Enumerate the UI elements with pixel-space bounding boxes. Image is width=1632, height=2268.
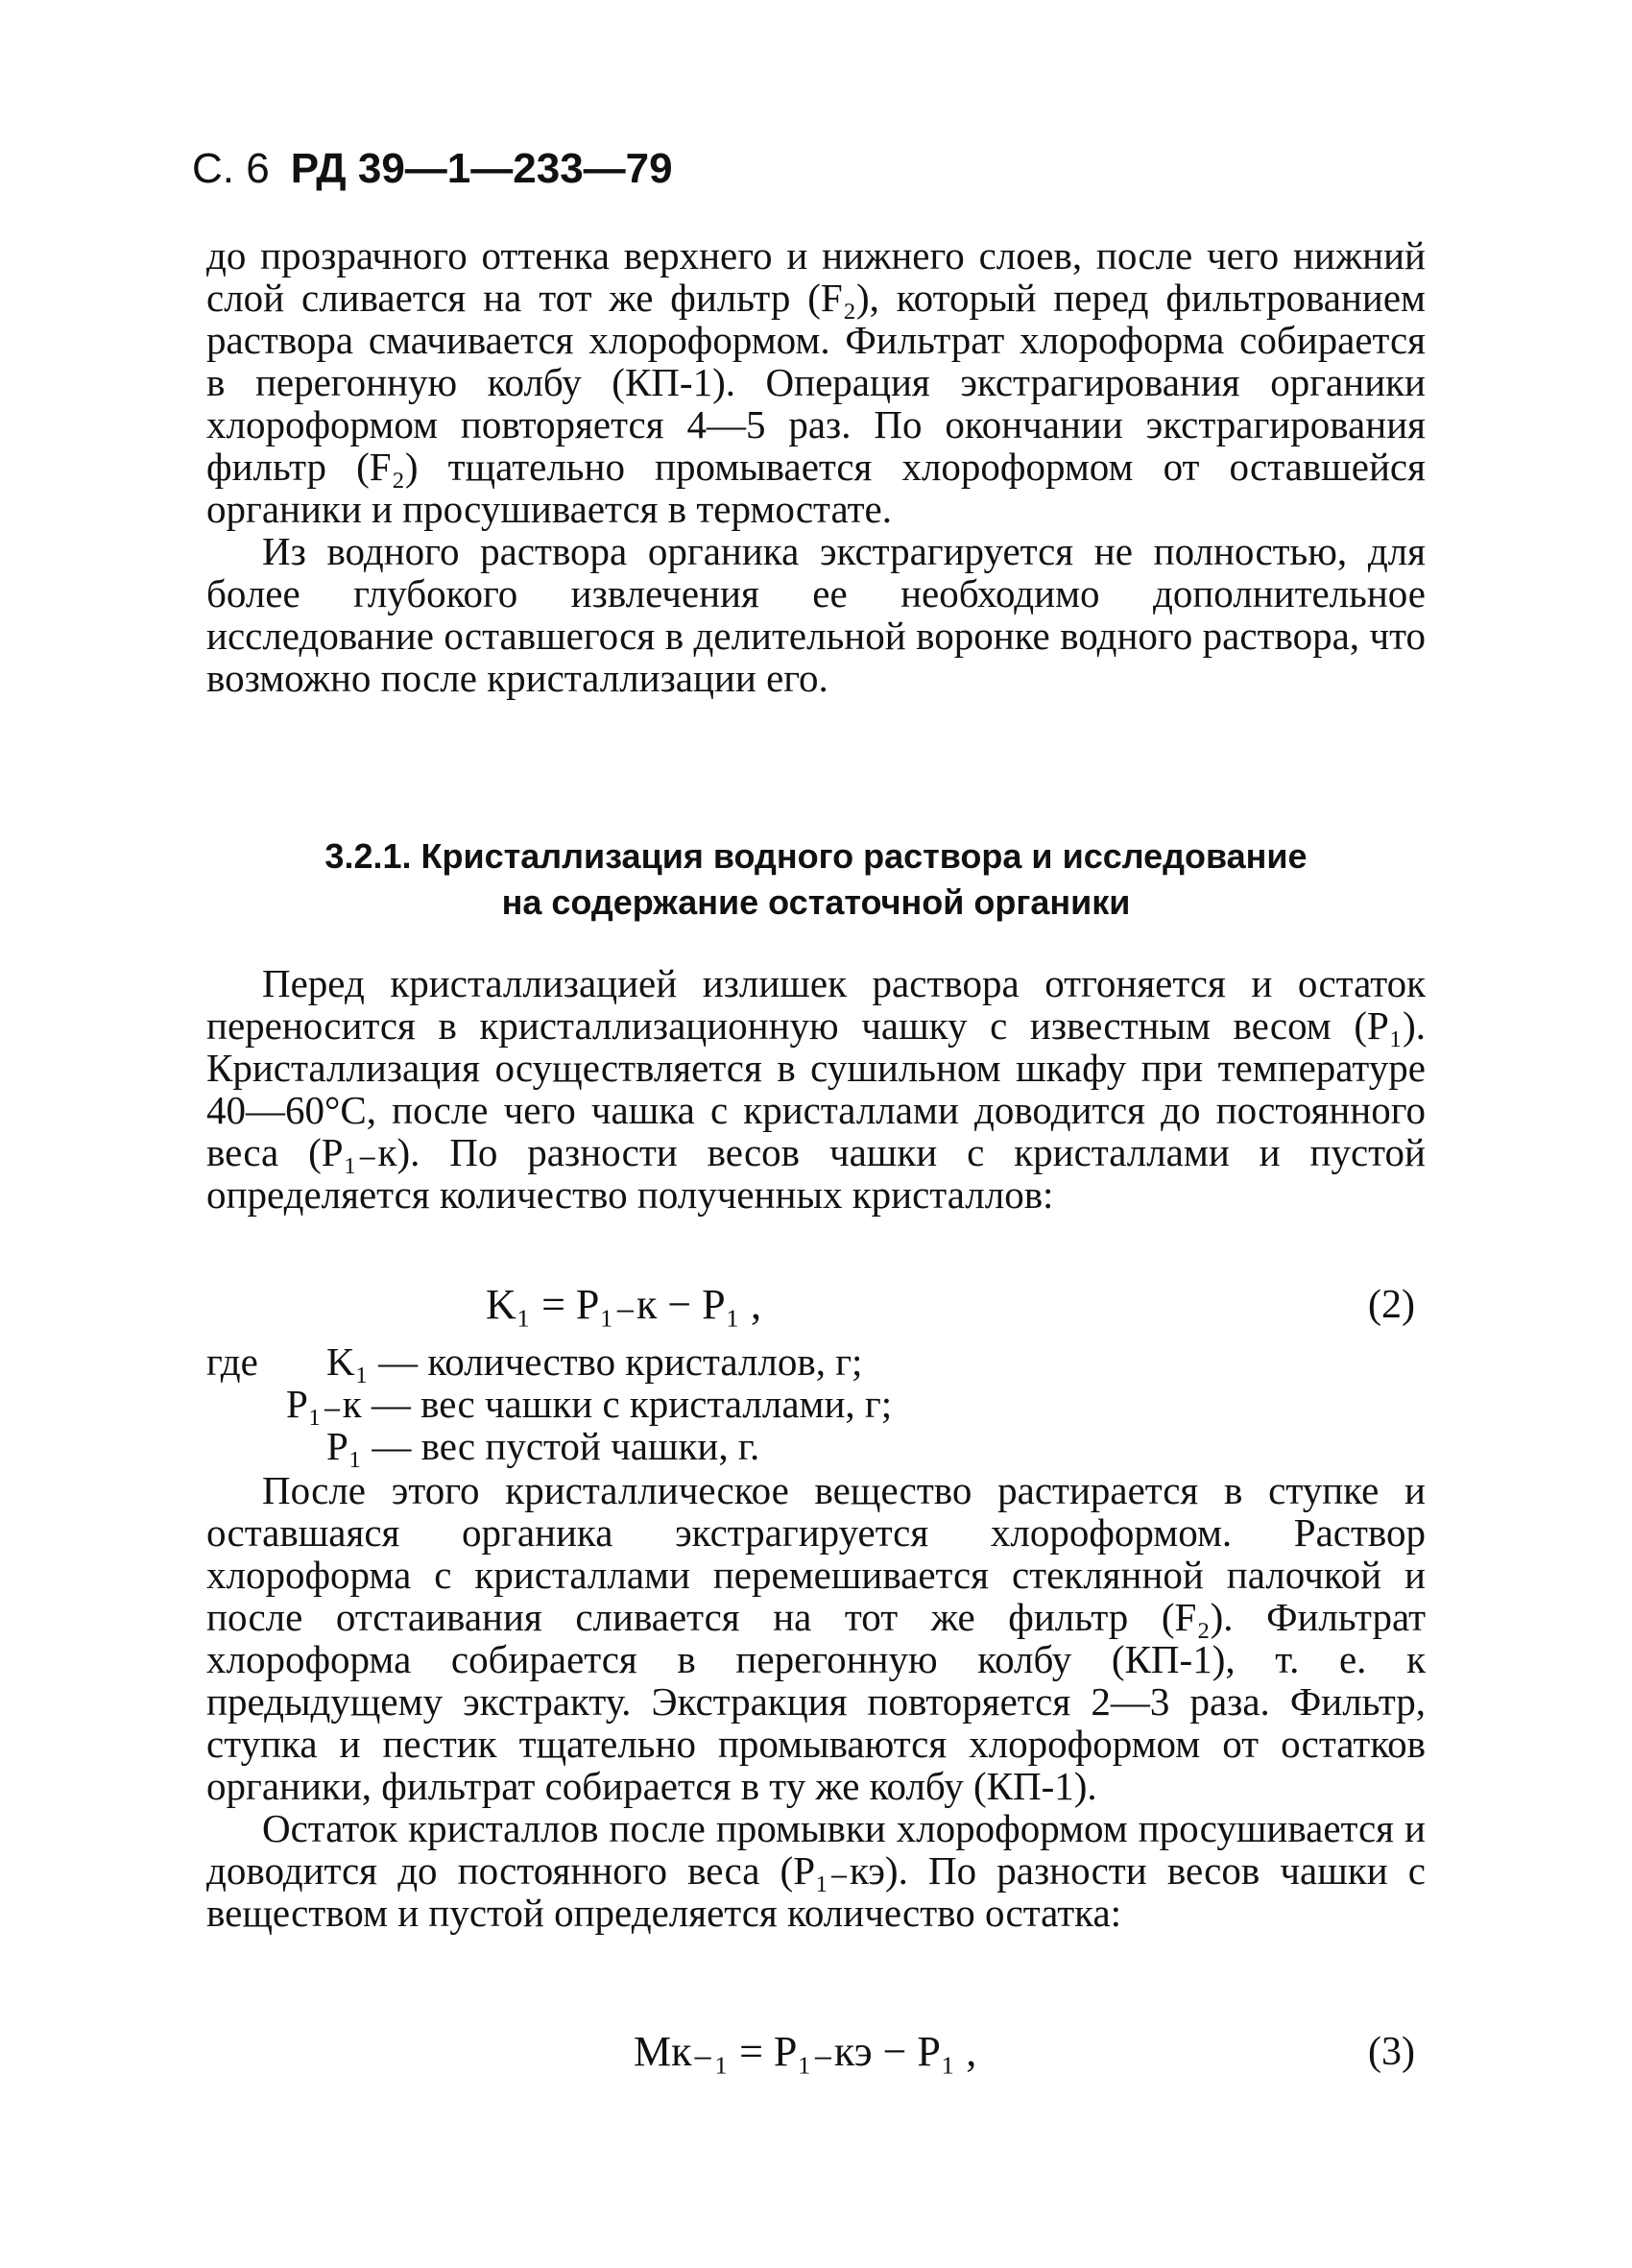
- paragraph-2: Из водного раствора органика экстрагируется не полностью, для более глубокого извлечения ее необходимо дополнительное исследование оставшегося в делительной воронке водного раствора, что возможно после кристаллизации его.: [206, 529, 1426, 700]
- formula-3-number: (3): [1368, 2030, 1415, 2074]
- page-number: С. 6: [192, 145, 270, 192]
- paragraph-3: Перед кристаллизацией излишек раствора отгоняется и остаток переносится в кристаллизационную чашку с известным весом (P₁). Кристаллизация осуществляется в сушильном шкафу при температуре 40—60°С, после чего чашка с кристаллами доводится до постоянного веса (P₁₋к). По разности весов чашки с кристаллами и пустой определяется количество полученных кристаллов:: [206, 961, 1426, 1217]
- formula-2-number: (2): [1368, 1283, 1415, 1327]
- page-header: [192, 144, 673, 194]
- section-heading: [206, 833, 1426, 926]
- paragraph-5: Остаток кристаллов после промывки хлороформом просушивается и доводится до постоянного веса (P₁₋кэ). По разности весов чашки с веществом и пустой определяется количество остатка:: [206, 1806, 1426, 1935]
- section-1: [206, 234, 1426, 699]
- legend-line-2: P₁₋к — вес чашки с кристаллами, г;: [286, 1382, 893, 1426]
- paragraph-1: до прозрачного оттенка верхнего и нижнего слоев, после чего нижний слой сливается на тот же фильтр (F₂), который перед фильтрованием раствора смачивается хлороформом. Фильтрат хлороформа собирается в перегонную колбу (КП-1). Операция экстрагирования органики хлороформом повторяется 4—5 раз. По окончании экстрагирования фильтр (F₂) тщательно промывается хлороформом от оставшейся органики и просушивается в термостате.: [206, 233, 1426, 531]
- legend-line-1: K₁ — количество кристаллов, г;: [326, 1339, 863, 1384]
- section-2: [206, 962, 1426, 1216]
- heading-line-1: 3.2.1. Кристаллизация водного раствора и исследование: [324, 836, 1308, 876]
- formula-3: Mк₋₁ = P₁₋кэ − P₁ ,: [634, 2028, 977, 2075]
- legend-line-3: P₁ — вес пустой чашки, г.: [326, 1424, 760, 1468]
- paragraph-4: После этого кристаллическое вещество растирается в ступке и оставшаяся органика экстрагируется хлороформом. Раствор хлороформа с кристаллами перемешивается стеклянной палочкой и после отстаивания сливается на тот же фильтр (F₂). Фильтрат хлороформа собирается в перегонную колбу (КП-1), т. е. к предыдущему экстракту. Экстракция повторяется 2—3 раза. Фильтр, ступка и пестик тщательно промываются хлороформом от остатков органики, фильтрат собирается в ту же колбу (КП-1).: [206, 1468, 1426, 1808]
- formula-2: K₁ = P₁₋к − P₁ ,: [486, 1281, 761, 1328]
- section-3: [206, 1469, 1426, 1934]
- document-code: РД 39—1—233—79: [290, 145, 673, 192]
- legend-where: где: [206, 1339, 258, 1384]
- heading-line-2: на содержание остаточной органики: [501, 882, 1131, 922]
